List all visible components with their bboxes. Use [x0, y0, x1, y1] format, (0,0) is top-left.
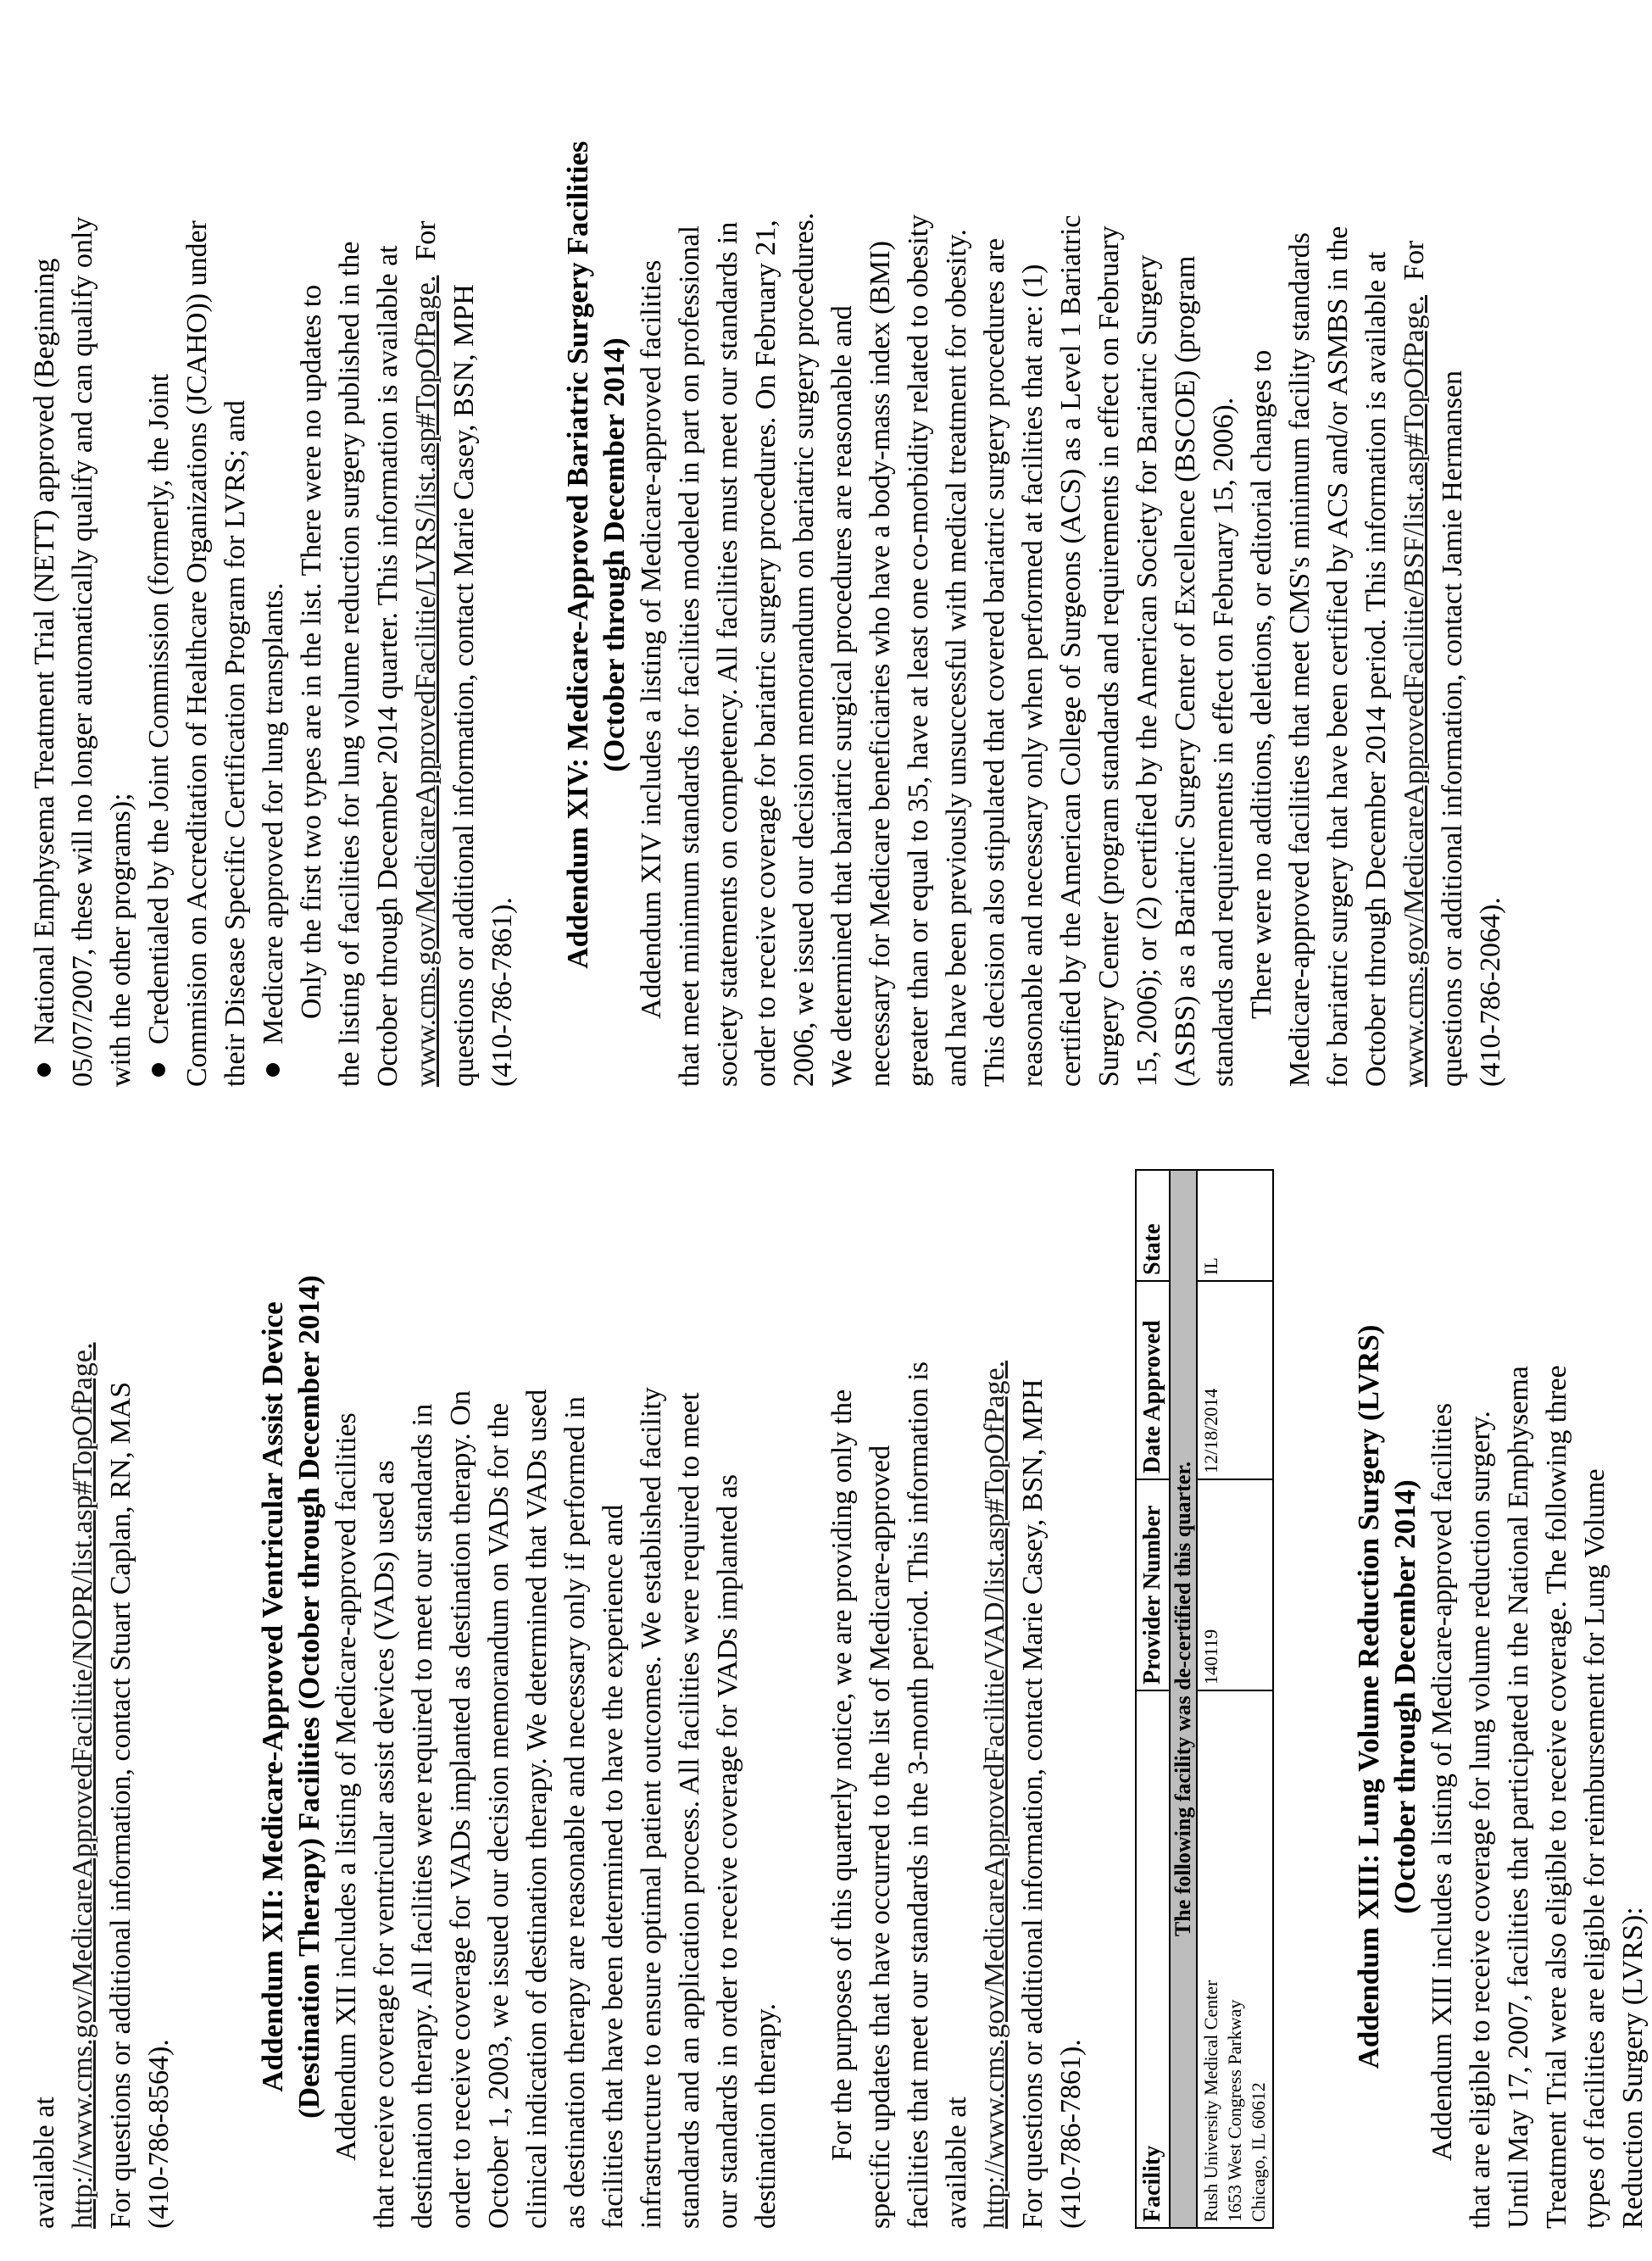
bullet-icon [152, 1063, 165, 1077]
text-line: with the other programs); [105, 793, 136, 1087]
bariatric-heading-line: (October through December 2014) [598, 337, 631, 772]
text-line: Medicare approved for lung transplants. [258, 582, 289, 1044]
text-line: (410-786-7861). [487, 897, 518, 1087]
vad-facility-table [1135, 1169, 1274, 2229]
vad-paragraph-2 [823, 1165, 1090, 2229]
text-line: For questions or additional information, contact Marie Casey, BSN, MPH [1017, 1378, 1048, 2229]
text-line: order to receive coverage for bariatric surgery procedures. On February 21, [750, 220, 782, 1087]
spacer [216, 1165, 254, 2229]
lvrs-link[interactable]: www.cms.gov/MedicareApprovedFacilitie/LVRS/list.asp#TopOfPage. [410, 275, 442, 1087]
right-column [25, 23, 1510, 1087]
text-line: and have been previously unsuccessful with medical treatment for obesity. [941, 229, 972, 1087]
text-fragment: For [410, 220, 442, 276]
text-line: questions or additional information, contact Marie Casey, BSN, MPH [448, 284, 480, 1087]
text-line: Only the first two types are in the list. There were no updates to [296, 284, 327, 1019]
facility-name: Rush University Medical Center [1200, 1980, 1221, 2222]
text-line: Addendum XIV includes a listing of Medicare-approved facilities [636, 259, 667, 1019]
text-line: order to receive coverage for VADs implanted as destination therapy. On [445, 1390, 476, 2229]
column-header-state: State [1136, 1170, 1170, 1281]
text-line: (410-786-2064). [1475, 897, 1506, 1087]
vad-heading [254, 1165, 327, 2229]
date-approved-cell: 12/18/2014 [1197, 1281, 1273, 1479]
text-line: Addendum XII includes a listing of Medicare-approved facilities [331, 1412, 362, 2161]
text-line: October through December 2014 period. This information is available at [1360, 251, 1392, 1087]
text-line: October through December 2014 quarter. This information is available at [372, 245, 403, 1087]
bullet-item [140, 23, 178, 1087]
text-line: that are eligible to receive coverage for lung volume reduction surgery. [1465, 1411, 1496, 2229]
text-line: for bariatric surgery that have been certified by ACS and/or ASMBS in the [1322, 226, 1354, 1087]
text-line: Treatment Trial were also eligible to receive coverage. The following three [1541, 1365, 1572, 2229]
text-line: National Emphysema Treatment Trial (NETT) approved (Beginning [29, 258, 60, 1044]
lvrs-paragraph-2 [292, 23, 521, 1087]
text-line: (410-786-7861). [1055, 2039, 1087, 2229]
provider-number-cell: 140119 [1197, 1479, 1273, 1690]
bariatric-paragraph-2 [1243, 23, 1510, 1087]
facility-address: 1653 West Congress Parkway [1224, 1999, 1245, 2222]
text-line: destination therapy. [750, 2003, 782, 2229]
lvrs-paragraph-1 [1423, 1165, 1652, 2229]
text-line: 15, 2006); or (2) certified by the American Society for Bariatric Surgery [1132, 254, 1163, 1087]
spacer [1274, 1165, 1312, 2229]
text-line: October 1, 2003, we issued our decision memorandum on VADs for the [483, 1402, 515, 2229]
column-header-date-approved: Date Approved [1136, 1281, 1170, 1479]
text-line: types of facilities are eligible for reimbursement for Lung Volume [1579, 1468, 1610, 2229]
lvrs-heading-line: Addendum XIII: Lung Volume Reduction Surgery (LVRS) [1352, 1324, 1385, 2069]
text-line: standards and an application process. All facilities were required to meet [674, 1392, 705, 2229]
text-line: Commision on Accreditation of Healthcare Organizations (JCAHO)) under [181, 220, 213, 1087]
text-line: Reduction Surgery (LVRS): [1617, 1907, 1649, 2229]
vad-heading-line: (Destination Therapy) Facilities (October through December 2014) [292, 1275, 325, 2119]
state-cell: IL [1197, 1170, 1273, 1281]
text-line: specific updates that have occurred to the list of Medicare-approved [865, 1445, 896, 2229]
bullet-item [254, 23, 292, 1087]
text-line: that meet minimum standards for facilities modeled in part on professional [674, 226, 705, 1087]
text-line: certified by the American College of Surgeons (ACS) as a Level 1 Bariatric [1055, 214, 1087, 1087]
text-line: facilities that meet our standards in the 3-month period. This information is [903, 1362, 934, 2229]
intro-line: For questions or additional information, contact Stuart Caplan, RN, MAS [105, 1381, 136, 2229]
text-line: our standards in order to receive coverage for VADs implanted as [712, 1473, 743, 2229]
text-line: Medicare-approved facilities that meet CMS's minimum facility standards [1284, 232, 1315, 1087]
table-header-row [1136, 1170, 1170, 2228]
table-row [1197, 1170, 1273, 2228]
text-line: standards and requirements in effect on February 15, 2006). [1208, 397, 1239, 1087]
text-line: as destination therapy are reasonable and necessary only if performed in [559, 1396, 591, 2229]
intro-line: available at [29, 2097, 60, 2229]
text-line: Surgery Center (program standards and requirements in effect on February [1093, 226, 1125, 1087]
spacer [1312, 1165, 1350, 2229]
text-line: Credentialed by the Joint Commission (formerly, the Joint [143, 373, 175, 1044]
text-line: 2006, we issued our decision memorandum on bariatric surgery procedures. [788, 212, 820, 1087]
bariatric-heading [559, 23, 632, 1087]
text-line: Until May 17, 2007, facilities that participated in the National Emphysema [1503, 1366, 1534, 2229]
table-note-row [1170, 1170, 1197, 2228]
nopr-link[interactable]: http://www.cms.gov/MedicareApprovedFacilitie/NOPR/list.asp#TopOfPage. [67, 1342, 98, 2229]
text-line: Addendum XIII includes a listing of Medicare-approved facilities [1427, 1402, 1458, 2161]
facility-cell [1197, 1690, 1273, 2228]
vad-paragraph-1 [327, 1165, 785, 2229]
text-line: clinical indication of destination therapy. We determined that VADs used [521, 1389, 553, 2229]
column-header-provider-number: Provider Number [1136, 1479, 1170, 1690]
bullet-icon [37, 1063, 51, 1077]
text-line: society statements on competency. All facilities must meet our standards in [712, 221, 743, 1087]
bullet-icon [266, 1063, 280, 1077]
text-line: questions or additional information, contact Jamie Hermansen [1437, 370, 1468, 1087]
text-line: (ASBS) as a Bariatric Surgery Center of Excellence (BSCOE) (program [1170, 255, 1201, 1087]
table-note: The following facility was de-certified this quarter. [1170, 1170, 1197, 2228]
text-line: infrastructure to ensure optimal patient outcomes. We established facility [636, 1387, 667, 2229]
bariatric-paragraph-1 [632, 23, 1243, 1087]
lvrs-heading-line: (October through December 2014) [1388, 1479, 1421, 1914]
text-line: necessary for Medicare beneficiaries who have a body-mass index (BMI) [865, 241, 896, 1087]
text-line: destination therapy. All facilities were required to meet our standards in [407, 1403, 438, 2229]
text-line: facilities that have been determined to have the experience and [598, 1504, 629, 2229]
text-line: There were no additions, deletions, or editorial changes to [1246, 349, 1277, 1019]
spacer [521, 23, 559, 1087]
intro-line: (410-786-8564). [143, 2039, 175, 2229]
text-line: We determined that bariatric surgical procedures are reasonable and [826, 305, 858, 1087]
lvrs-heading [1350, 1165, 1423, 2229]
text-line: reasonable and necessary only when performed at facilities that are: (1) [1017, 264, 1048, 1087]
bariatric-link[interactable]: www.cms.gov/MedicareApprovedFacilitie/BSF/list.asp#TopOfPage. [1399, 294, 1430, 1087]
text-line: that receive coverage for ventricular assist devices (VADs) used as [369, 1460, 400, 2229]
spacer [1090, 1165, 1128, 2229]
spacer [785, 1165, 823, 2229]
text-line: This decision also stipulated that covered bariatric surgery procedures are [979, 237, 1010, 1087]
spacer [178, 1165, 216, 2229]
text-line: greater than or equal to 35, have at least one co-morbidity related to obesity [903, 214, 934, 1087]
bariatric-heading-line: Addendum XIV: Medicare-Approved Bariatric Surgery Facilities [561, 141, 594, 969]
text-line: available at [941, 2097, 972, 2229]
text-line: the listing of facilities for lung volume reduction surgery published in the [334, 241, 365, 1087]
column-header-facility: Facility [1136, 1690, 1170, 2228]
bullet-item [25, 23, 64, 1087]
text-line: 05/07/2007, these will no longer automatically qualify and can qualify only [67, 216, 98, 1087]
vad-link[interactable]: http://www.cms.gov/MedicareApprovedFacilitie/VAD/list.asp#TopOfPage. [979, 1360, 1010, 2229]
text-fragment: For [1399, 240, 1430, 295]
facility-city: Chicago, IL 60612 [1248, 2082, 1269, 2222]
vad-heading-line: Addendum XII: Medicare-Approved Ventricular Assist Device [256, 1301, 289, 2092]
text-line: For the purposes of this quarterly notice, we are providing only the [826, 1389, 858, 2161]
text-line: their Disease Specific Certification Program for LVRS; and [220, 400, 251, 1087]
left-column [25, 1165, 1652, 2229]
